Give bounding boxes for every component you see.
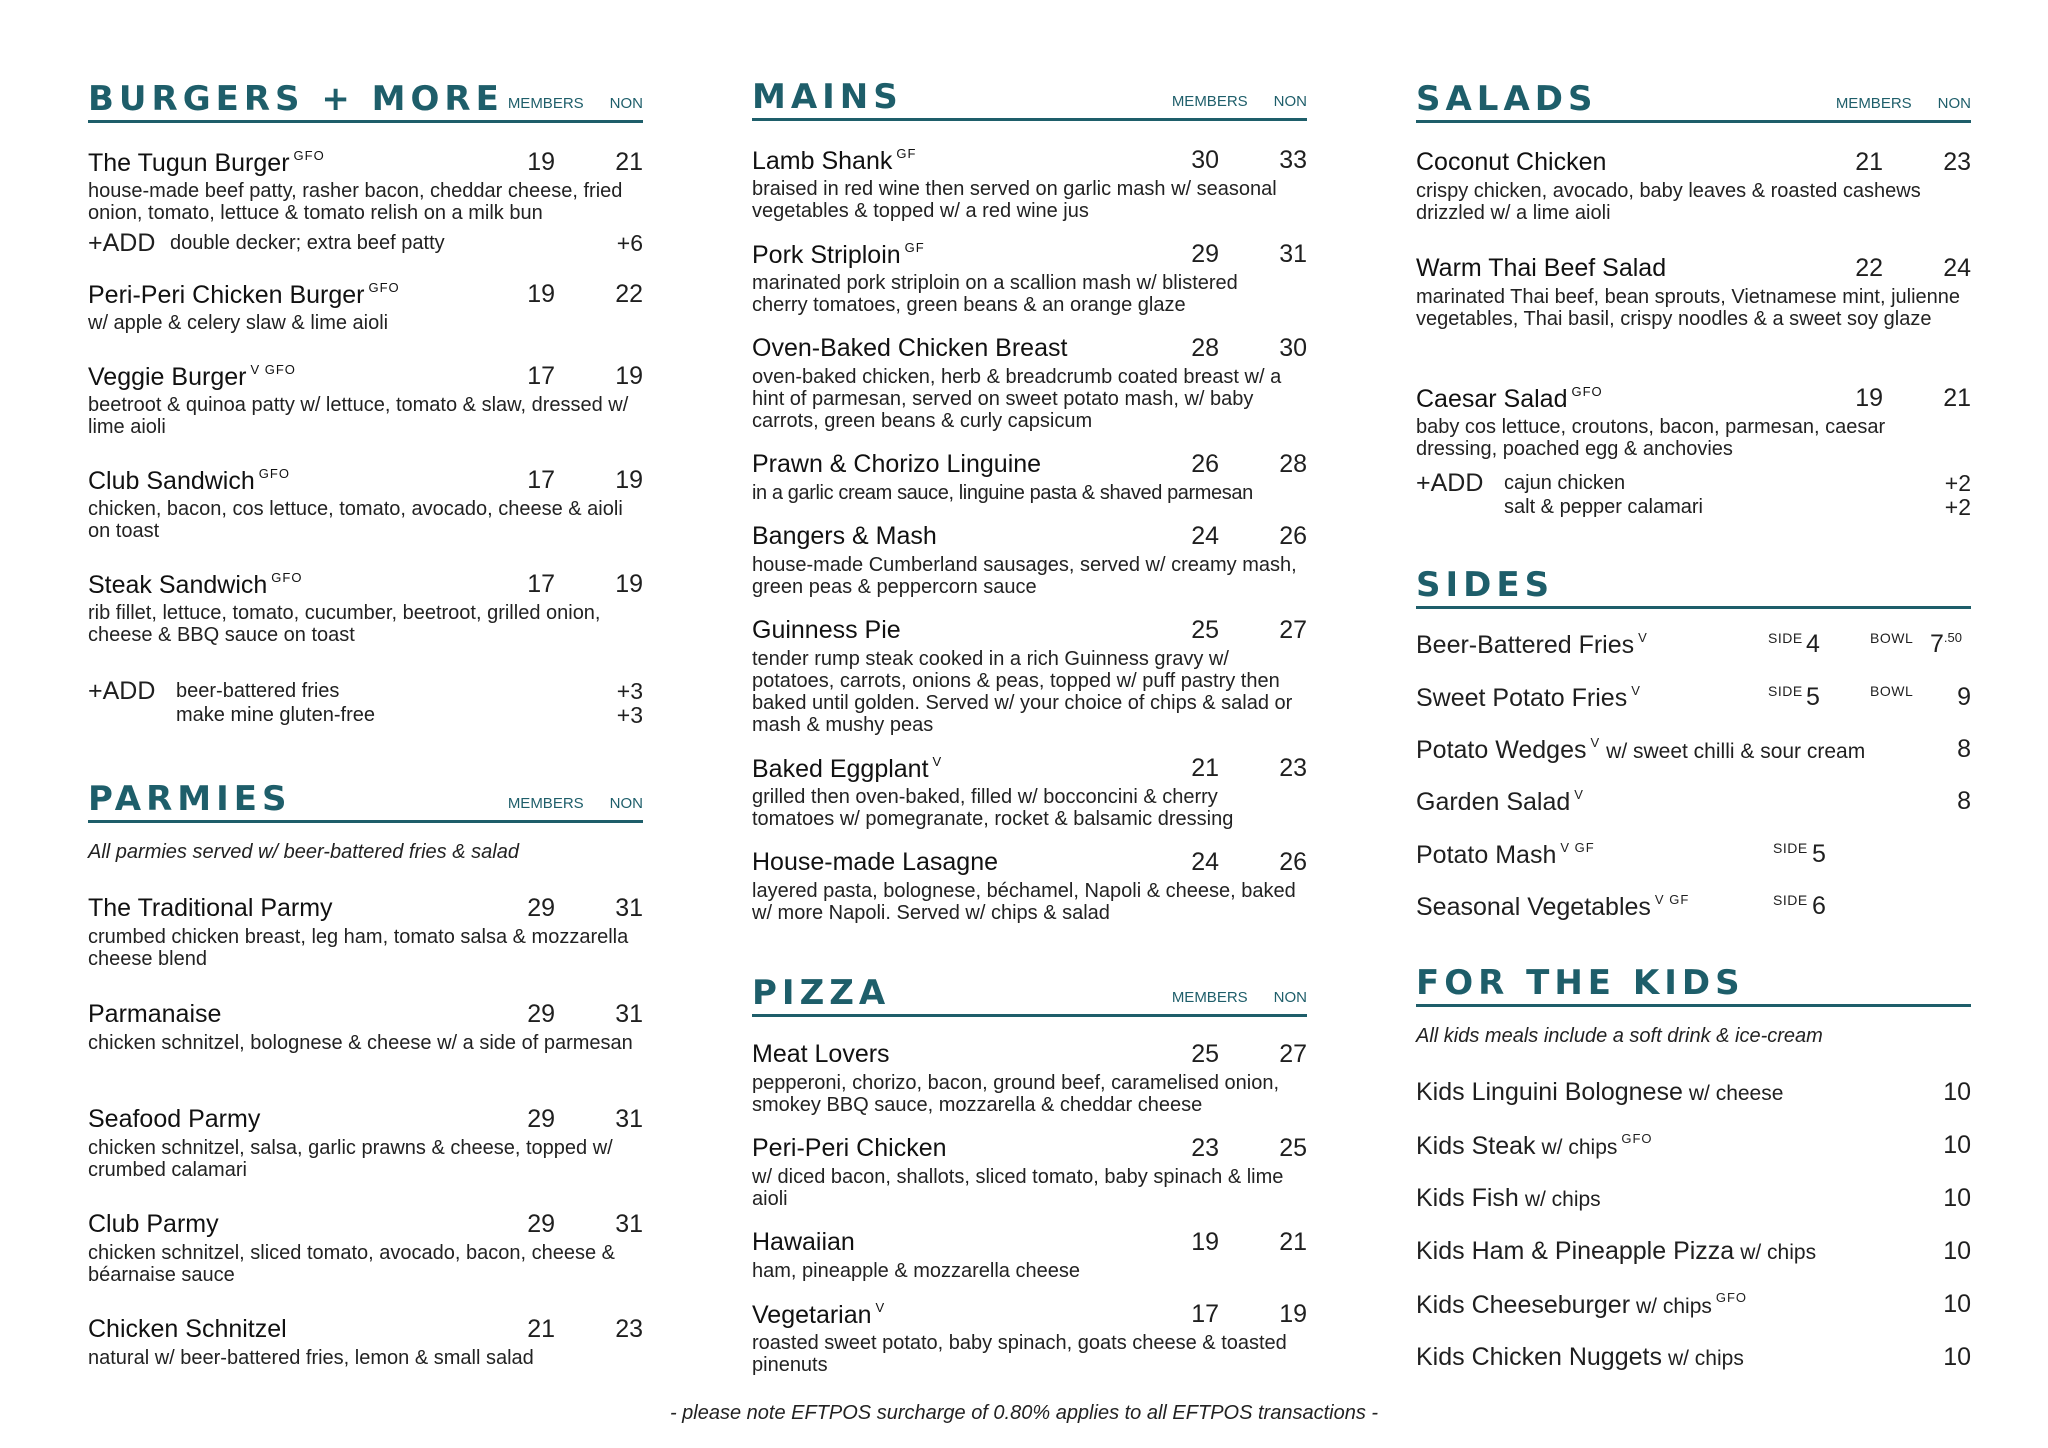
side-label: SIDE [1768,683,1803,699]
item-extra: w/ chips [1636,1295,1712,1318]
non-member-price: 28 [1279,450,1307,478]
non-member-price: 27 [1279,1040,1307,1068]
menu-item-veggie-burger [88,362,643,438]
item-name: Seasonal Vegetables [1416,893,1651,921]
section-header [88,79,643,123]
members-header: MEMBERS [1171,93,1248,110]
kids-item-nuggets [1416,1343,1971,1375]
item-name: Veggie Burger [88,363,247,391]
non-header: NON [609,795,643,812]
item-extra: w/ chips [1524,1188,1601,1211]
non-member-price: 21 [1943,384,1971,412]
diet-tag: V GFO [250,362,296,377]
menu-item-caesar-salad [1416,384,1971,460]
item-description: chicken schnitzel, bolognese & cheese w/ a side of parmesan [88,1032,633,1054]
item-name: Oven-Baked Chicken Breast [752,334,1068,362]
item-name: Kids Ham & Pineapple Pizza [1416,1237,1735,1265]
addon-text: cajun chicken [1504,472,1626,494]
side-price: 6 [1812,892,1826,920]
non-member-price: 31 [615,1105,643,1133]
item-extra: w/ sweet chilli & sour cream [1606,740,1866,763]
addon-text: double decker; extra beef patty [170,232,445,254]
section-title: BURGERS + MORE [88,79,504,119]
members-price: 29 [527,1105,555,1133]
item-name: Sweet Potato Fries [1416,684,1628,712]
bowl-label: BOWL [1870,630,1914,646]
item-price: 8 [1957,787,1971,815]
item-description: roasted sweet potato, baby spinach, goats cheese & toasted pinenuts [752,1332,1287,1376]
item-description: rib fillet, lettuce, tomato, cucumber, beetroot, grilled onion, cheese & BBQ sauce on toast [88,602,601,646]
members-header: MEMBERS [507,95,584,112]
menu-item-lamb-shank [752,146,1307,222]
members-price: 17 [527,362,555,390]
menu-item-tugun-burger [88,148,643,224]
item-description: marinated Thai beef, bean sprouts, Vietnamese mint, julienne vegetables, Thai basil, crispy noodles & a sweet soy glaze [1416,286,1961,330]
menu-item-meat-lovers [752,1040,1307,1116]
item-name: Potato Wedges [1416,736,1587,764]
item-name: Potato Mash [1416,841,1557,869]
menu-item-hawaiian [752,1228,1307,1282]
menu-item-vegetarian [752,1300,1307,1376]
item-extra: w/ chips [1541,1136,1618,1159]
item-price: 10 [1943,1078,1971,1106]
side-item-beer-battered-fries [1416,630,1971,662]
item-name: The Tugun Burger [88,149,290,177]
members-price: 17 [1191,1300,1219,1328]
item-name: Club Parmy [88,1210,219,1238]
non-member-price: 23 [1943,148,1971,176]
section-pizza [752,973,1307,1017]
item-description: grilled then oven-baked, filled w/ bocconcini & cherry tomatoes w/ pomegranate, rocket & balsamic dressing [752,786,1234,830]
members-price: 29 [527,1210,555,1238]
side-price: 5 [1806,683,1820,711]
members-price: 25 [1191,1040,1219,1068]
kids-item-pizza [1416,1237,1971,1269]
non-member-price: 19 [615,570,643,598]
section-note: All parmies served w/ beer-battered fries & salad [88,841,519,863]
members-price: 24 [1191,522,1219,550]
item-name: House-made Lasagne [752,848,998,876]
menu-item-parmanaise [88,1000,643,1054]
item-name: Vegetarian [752,1301,872,1329]
item-price: 10 [1943,1343,1971,1371]
item-description: w/ apple & celery slaw & lime aioli [88,312,389,334]
addon-text: make mine gluten-free [176,704,375,726]
addon-price: +3 [616,702,643,728]
item-name: Guinness Pie [752,616,901,644]
diet-tag: V [1574,787,1584,802]
non-member-price: 22 [615,280,643,308]
item-name: Meat Lovers [752,1040,890,1068]
menu-item-lasagne [752,848,1307,924]
section-header [1416,565,1971,609]
menu-item-pork-striploin [752,240,1307,316]
item-extra: w/ chips [1740,1241,1817,1264]
menu-item-oven-baked-chicken [752,334,1307,432]
section-salads [1416,79,1971,123]
item-name: Warm Thai Beef Salad [1416,254,1667,282]
members-price: 29 [1191,240,1219,268]
members-header: MEMBERS [1171,989,1248,1006]
item-extra: w/ chips [1667,1347,1744,1370]
item-description: natural w/ beer-battered fries, lemon & small salad [88,1347,534,1369]
item-name: Club Sandwich [88,467,255,495]
non-member-price: 30 [1279,334,1307,362]
addon-price: +6 [616,230,643,256]
non-header: NON [609,95,643,112]
menu-item-guinness-pie [752,616,1307,736]
diet-tag: V [875,1300,886,1315]
section-header [752,973,1307,1017]
non-header: NON [1937,95,1971,112]
non-header: NON [1273,93,1307,110]
non-member-price: 31 [615,1210,643,1238]
menu-item-prawn-chorizo-linguine [752,450,1307,504]
item-description: oven-baked chicken, herb & breadcrumb coated breast w/ a hint of parmesan, served on sweet potato mash, w/ baby carrots, green beans & curly capsicum [752,366,1282,432]
section-title: FOR THE KIDS [1416,963,1745,1003]
item-description: in a garlic cream sauce, linguine pasta & shaved parmesan [752,482,1253,504]
section-title: PARMIES [88,779,292,819]
section-header [752,77,1307,121]
non-member-price: 31 [615,1000,643,1028]
price-column-headers [508,795,643,816]
item-name: Coconut Chicken [1416,148,1607,176]
item-price: 10 [1943,1290,1971,1318]
item-name: Seafood Parmy [88,1105,261,1133]
non-member-price: 19 [615,362,643,390]
item-name: Kids Cheeseburger [1416,1291,1631,1319]
addon-price: +2 [1944,494,1971,520]
members-price: 28 [1191,334,1219,362]
price-column-headers [1172,989,1307,1010]
non-member-price: 19 [615,466,643,494]
section-header [1416,79,1971,123]
members-price: 17 [527,466,555,494]
diet-tag: GFO [293,148,325,163]
bowl-price: 9 [1957,683,1971,711]
non-member-price: 21 [1279,1228,1307,1256]
item-name: Hawaiian [752,1228,855,1256]
diet-tag: V [932,754,943,769]
diet-tag: V [1638,630,1648,645]
non-member-price: 26 [1279,522,1307,550]
side-price: 5 [1812,840,1826,868]
non-member-price: 33 [1279,146,1307,174]
members-price: 24 [1191,848,1219,876]
section-title: SIDES [1416,565,1555,605]
members-header: MEMBERS [507,795,584,812]
side-item-garden-salad [1416,787,1971,819]
item-name: Kids Fish [1416,1184,1519,1212]
menu-item-peri-peri-pizza [752,1134,1307,1210]
menu-item-peri-peri-burger [88,280,643,334]
addon-label: +ADD [88,229,156,257]
addon-salads-extras [1416,469,1971,520]
addon-burgers-extras [88,677,643,728]
item-name: Parmanaise [88,1000,222,1028]
section-title: PIZZA [752,973,891,1013]
members-price: 19 [1855,384,1883,412]
kids-item-steak [1416,1131,1971,1163]
diet-tag: GFO [368,280,400,295]
side-label: SIDE [1768,630,1803,646]
diet-tag: GFO [271,570,303,585]
diet-tag: GFO [258,466,290,481]
non-member-price: 31 [1279,240,1307,268]
members-header: MEMBERS [1835,95,1912,112]
item-price: 8 [1957,735,1971,763]
item-name: Chicken Schnitzel [88,1315,287,1343]
members-price: 19 [527,148,555,176]
diet-tag: GFO [1621,1131,1653,1146]
item-price: 10 [1943,1131,1971,1159]
section-mains [752,77,1307,121]
item-name: Bangers & Mash [752,522,937,550]
item-name: Peri-Peri Chicken [752,1134,947,1162]
price-column-headers [1836,95,1971,116]
kids-item-fish [1416,1184,1971,1216]
addon-text: beer-battered fries [176,680,340,702]
side-item-potato-wedges [1416,735,1971,767]
diet-tag: V GF [1654,892,1690,907]
price-column-headers [1172,93,1307,114]
non-member-price: 31 [615,894,643,922]
side-label: SIDE [1773,892,1808,908]
item-description: tender rump steak cooked in a rich Guinness gravy w/ potatoes, carrots, onions & peas, topped w/ puff pastry then baked until golden. Served w/ your choice of chips & salad or mash & mushy peas [752,648,1293,736]
item-name: Steak Sandwich [88,571,268,599]
menu-item-steak-sandwich [88,570,643,646]
addon-double-decker [88,229,643,257]
members-price: 21 [1855,148,1883,176]
item-price: 10 [1943,1184,1971,1212]
item-description: ham, pineapple & mozzarella cheese [752,1260,1080,1282]
menu-item-traditional-parmy [88,894,643,970]
eftpos-surcharge-note: - please note EFTPOS surcharge of 0.80% applies to all EFTPOS transactions - [669,1402,1379,1424]
diet-tag: GFO [1571,384,1603,399]
item-name: Pork Striploin [752,241,901,269]
bowl-label: BOWL [1870,683,1914,699]
item-description: chicken schnitzel, sliced tomato, avocado, bacon, cheese & béarnaise sauce [88,1242,615,1286]
item-name: Beer-Battered Fries [1416,631,1635,659]
diet-tag: V GF [1560,840,1595,855]
members-price: 21 [527,1315,555,1343]
item-description: marinated pork striploin on a scallion mash w/ blistered cherry tomatoes, green beans & an orange glaze [752,272,1238,316]
non-member-price: 23 [1279,754,1307,782]
side-item-seasonal-vegetables [1416,892,1971,924]
menu-item-seafood-parmy [88,1105,643,1181]
addon-text: salt & pepper calamari [1504,496,1703,518]
item-extra: w/ cheese [1688,1082,1784,1105]
members-price: 25 [1191,616,1219,644]
members-price: 22 [1855,254,1883,282]
addon-label: +ADD [1416,469,1484,497]
item-description: house-made Cumberland sausages, served w/ creamy mash, green peas & peppercorn sauce [752,554,1297,598]
item-description: house-made beef patty, rasher bacon, cheddar cheese, fried onion, tomato, lettuce & tomato relish on a milk bun [88,180,623,224]
kids-item-cheeseburger [1416,1290,1971,1322]
non-member-price: 21 [615,148,643,176]
non-member-price: 25 [1279,1134,1307,1162]
non-member-price: 24 [1943,254,1971,282]
item-description: crumbed chicken breast, leg ham, tomato salsa & mozzarella cheese blend [88,926,629,970]
item-description: chicken schnitzel, salsa, garlic prawns & cheese, topped w/ crumbed calamari [88,1137,613,1181]
menu-item-coconut-chicken [1416,148,1971,224]
item-price: 10 [1943,1237,1971,1265]
menu-item-bangers-mash [752,522,1307,598]
diet-tag: GF [904,240,925,255]
members-price: 29 [527,894,555,922]
non-member-price: 23 [615,1315,643,1343]
item-name: Garden Salad [1416,788,1571,816]
item-description: chicken, bacon, cos lettuce, tomato, avocado, cheese & aioli on toast [88,498,623,542]
diet-tag: V [1631,683,1641,698]
members-price: 19 [527,280,555,308]
section-burgers [88,79,643,123]
section-header [1416,963,1971,1007]
section-title: MAINS [752,77,903,117]
price-column-headers [508,95,643,116]
side-item-potato-mash [1416,840,1971,872]
item-description: layered pasta, bolognese, béchamel, Napoli & cheese, baked w/ more Napoli. Served w/ chips & salad [752,880,1296,924]
diet-tag: GFO [1715,1290,1748,1305]
menu-item-club-sandwich [88,466,643,542]
item-name: Prawn & Chorizo Linguine [752,450,1042,478]
members-price: 17 [527,570,555,598]
section-parmies [88,779,643,864]
side-label: SIDE [1773,840,1808,856]
item-name: Baked Eggplant [752,755,929,783]
members-price: 19 [1191,1228,1219,1256]
addon-label: +ADD [88,677,156,705]
section-note: All kids meals include a soft drink & ice-cream [1416,1025,1823,1047]
section-header [88,779,643,823]
item-description: crispy chicken, avocado, baby leaves & roasted cashews drizzled w/ a lime aioli [1416,180,1921,224]
non-member-price: 27 [1279,616,1307,644]
item-description: beetroot & quinoa patty w/ lettuce, tomato & slaw, dressed w/ lime aioli [88,394,629,438]
diet-tag: V [1590,735,1601,750]
members-price: 30 [1191,146,1219,174]
addon-price: +2 [1944,470,1971,496]
menu-item-thai-beef-salad [1416,254,1971,330]
non-member-price: 26 [1279,848,1307,876]
item-description: pepperoni, chorizo, bacon, ground beef, caramelised onion, smokey BBQ sauce, mozzarella & cheddar cheese [752,1072,1280,1116]
item-name: Caesar Salad [1416,385,1568,413]
item-name: Lamb Shank [752,147,893,175]
item-name: Peri-Peri Chicken Burger [88,281,365,309]
item-name: The Traditional Parmy [88,894,333,922]
menu-item-baked-eggplant [752,754,1307,830]
item-name: Kids Linguini Bolognese [1416,1078,1683,1106]
section-kids [1416,963,1971,1048]
side-price: 4 [1806,630,1820,658]
members-price: 26 [1191,450,1219,478]
section-sides [1416,565,1971,609]
item-description: baby cos lettuce, croutons, bacon, parmesan, caesar dressing, poached egg & anchovies [1416,416,1886,460]
item-description: braised in red wine then served on garlic mash w/ seasonal vegetables & topped w/ a red wine jus [752,178,1277,222]
kids-item-linguini [1416,1078,1971,1110]
non-member-price: 19 [1279,1300,1307,1328]
members-price: 23 [1191,1134,1219,1162]
section-title: SALADS [1416,79,1598,119]
item-description: w/ diced bacon, shallots, sliced tomato, baby spinach & lime aioli [752,1166,1284,1210]
addon-price: +3 [616,678,643,704]
menu-item-chicken-schnitzel [88,1315,643,1369]
item-name: Kids Steak [1416,1132,1536,1160]
side-item-sweet-potato-fries [1416,683,1971,715]
bowl-price-cents: .50 [1943,630,1962,645]
menu-item-club-parmy [88,1210,643,1286]
members-price: 21 [1191,754,1219,782]
bowl-price: 7 [1930,630,1944,658]
item-name: Kids Chicken Nuggets [1416,1343,1662,1371]
diet-tag: GF [896,146,917,161]
members-price: 29 [527,1000,555,1028]
non-header: NON [1273,989,1307,1006]
